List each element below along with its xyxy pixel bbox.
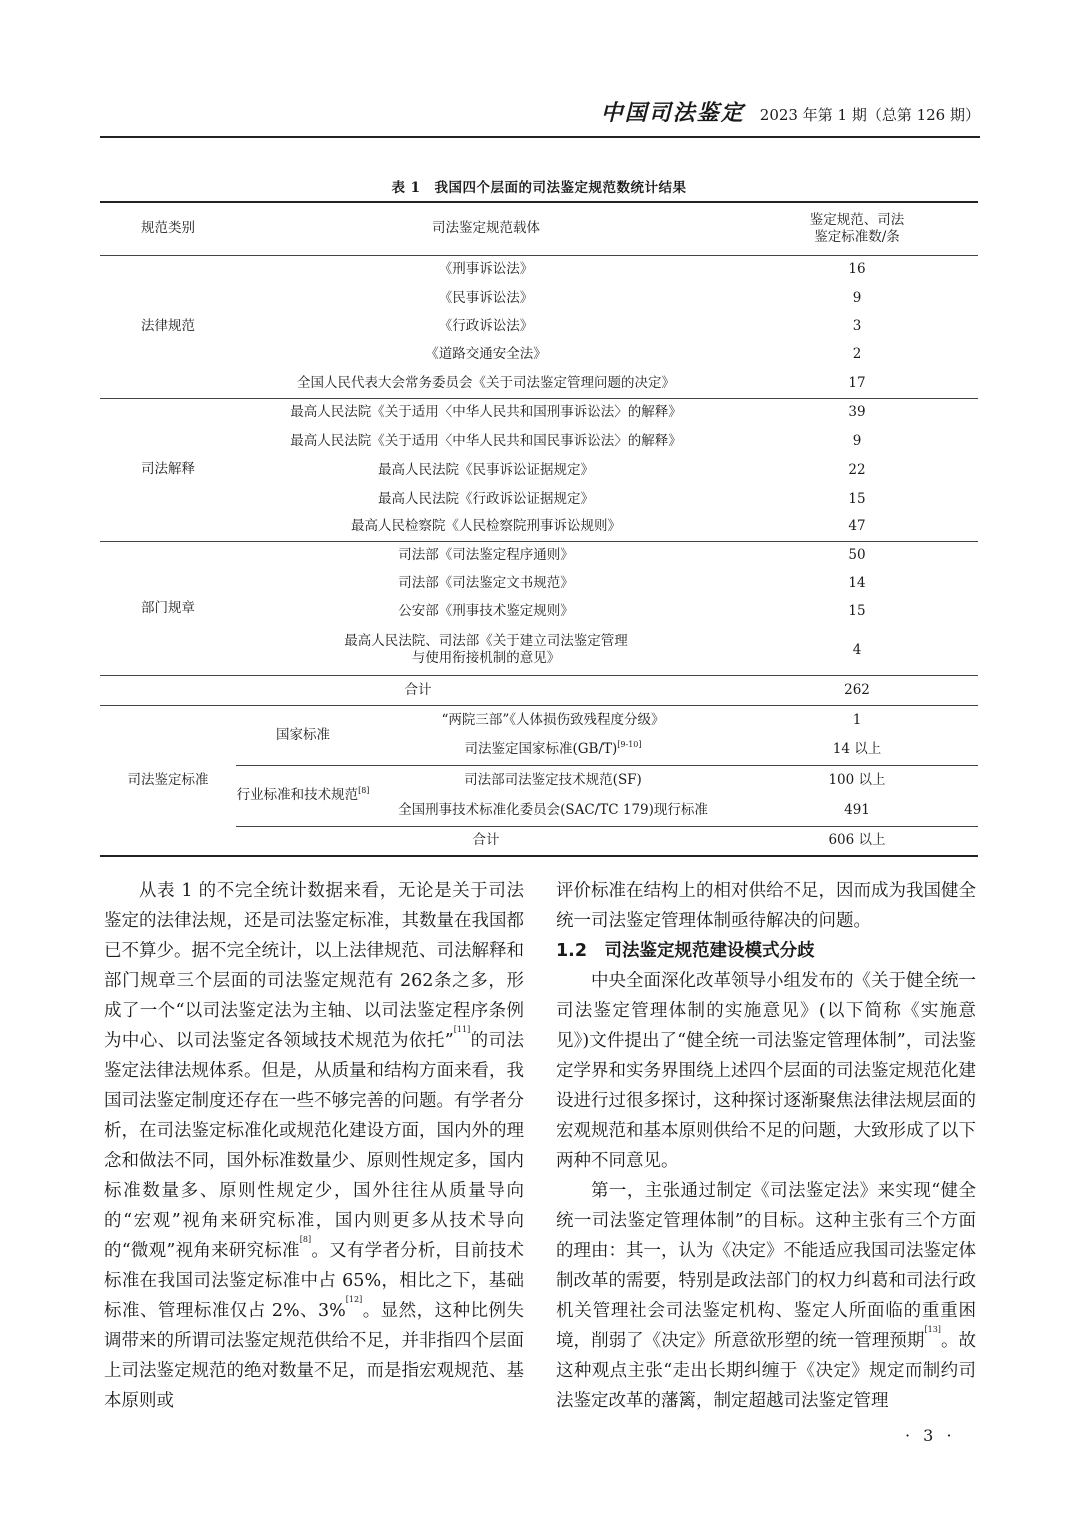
count-cell: 39 [736,398,978,427]
carrier-cell: 司法鉴定国家标准(GB/T)[9-10] [464,740,642,758]
carrier-cell: 最高人民法院《行政诉讼证据规定》 [378,490,594,507]
category-cell: 部门规章 [100,541,236,675]
subcategory-national: 国家标准 [276,726,330,743]
header-category: 规范类别 [100,202,236,255]
subtotal-count: 262 [736,675,978,705]
category-cell: 司法解释 [100,398,236,541]
count-cell: 17 [848,374,866,391]
count-cell: 100 以上 [736,765,978,796]
carrier-cell: 公安部《刑事技术鉴定规则》 [398,603,574,619]
carrier-cell: 《行政诉讼法》 [438,317,534,334]
running-header [100,96,980,138]
subtotal-label: 合计 [100,675,736,705]
count-cell: 15 [848,490,866,507]
carrier-cell: 最高人民法院《民事诉讼证据规定》 [378,462,594,478]
count-cell: 1 [852,711,862,728]
count-cell: 9 [852,433,862,449]
paragraph: 第一，主张通过制定《司法鉴定法》来实现“健全统一司法鉴定管理体制”的目标。这种主张有三个方面的理由：其一，认为《决定》不能适应我国司法鉴定体制改革的需要，特别是政法部门的权力纠葛和司法行政机关管理社会司法鉴定机构、鉴定人所面临的重重困境，削弱了《决定》所意欲形塑的统一管理预期[13]。故这种观点主张“走出长期纠缠于《决定》规定而制约司法鉴定改革的藩篱，制定超越司法鉴定管理 [556,1181,976,1411]
citation-ref: [13] [924,1325,941,1334]
table-caption: 表 1 我国四个层面的司法鉴定规范数统计结果 [391,180,687,196]
paragraph: 中央全面深化改革领导小组发布的《关于健全统一司法鉴定管理体制的实施意见》(以下简称《实施意见》)文件提出了“健全统一司法鉴定管理体制”，司法鉴定学界和实务界围绕上述四个层面的司法鉴定规范化建设进行过很多探讨，这种探讨逐渐聚焦法律法规层面的宏观规范和基本原则供给不足的问题，大致形成了以下两种不同意见。 [556,971,976,1171]
issue-info: 2023 年第 1 期（总第 126 期） [759,106,980,124]
count-cell: 22 [848,462,866,478]
carrier-cell: 《道路交通安全法》 [425,346,547,362]
subtotal-row [100,675,978,705]
right-column [556,876,976,1416]
carrier-cell: 最高人民法院、司法部《关于建立司法鉴定管理 与使用衔接机制的意见》 [344,633,628,667]
count-cell: 3 [852,317,862,334]
citation-ref: [11] [453,1025,471,1034]
paragraph: 评价标准在结构上的相对供给不足，因而成为我国健全统一司法鉴定管理体制亟待解决的问题。 [556,881,976,931]
citation-ref: [8] [299,1235,312,1244]
carrier-cell: 最高人民法院《关于适用〈中华人民共和国刑事诉讼法〉的解释》 [236,398,736,427]
count-cell: 14 [848,574,866,591]
category-cell: 法律规范 [141,318,195,334]
carrier-cell: 全国刑事技术标准化委员会(SAC/TC 179)现行标准 [398,802,708,819]
count-cell: 4 [852,641,862,658]
journal-title: 中国司法鉴定 [600,100,745,126]
subcategory-industry: 行业标准和技术规范[8] [236,765,370,826]
total-label: 合计 [236,826,736,856]
table-row [100,255,978,284]
count-cell: 2 [852,346,862,362]
count-cell: 16 [848,261,866,278]
citation-ref: [8] [358,786,370,795]
carrier-cell: 全国人民代表大会常务委员会《关于司法鉴定管理问题的决定》 [297,374,675,391]
table-header-row [100,202,978,255]
total-count: 606 以上 [736,826,978,856]
carrier-cell: 司法部《司法鉴定程序通则》 [236,541,736,569]
carrier-cell: “两院三部”《人体损伤致残程度分级》 [441,711,665,728]
left-column [104,876,524,1416]
page-number: · 3 · [905,1426,956,1445]
carrier-cell: 司法部司法鉴定技术规范(SF) [370,765,736,796]
carrier-cell: 司法部《司法鉴定文书规范》 [398,574,574,591]
citation-ref: [9-10] [617,740,642,750]
header-count: 鉴定规范、司法 鉴定标准数/条 [736,202,978,255]
citation-ref: [12] [345,1295,363,1304]
statistics-table [100,201,978,857]
count-cell: 47 [848,518,866,535]
table-row [100,705,978,735]
table-row [100,398,978,427]
carrier-cell: 最高人民法院《关于适用〈中华人民共和国民事诉讼法〉的解释》 [290,433,682,449]
carrier-cell: 《刑事诉讼法》 [438,261,534,278]
count-cell: 50 [736,541,978,569]
table-row [100,541,978,569]
count-cell: 14 以上 [832,741,882,758]
carrier-cell: 《民事诉讼法》 [438,289,534,306]
paragraph: 从表 1 的不完全统计数据来看，无论是关于司法鉴定的法律法规，还是司法鉴定标准，其数量在我国都已不算少。据不完全统计，以上法律规范、司法解释和部门规章三个层面的司法鉴定规范有 262条之多，形成了一个“以司法鉴定法为主轴、以司法鉴定程序条例为中心、以司法鉴定各领域技术规范为依托”[11]的司法鉴定法律法规体系。但是，从质量和结构方面来看，我国司法鉴定制度还存在一些不够完善的问题。有学者分析，在司法鉴定标准化或规范化建设方面，国内外的理念和做法不同，国外标准数量少、原则性规定多，国内标准数量多、原则性规定少，国外往往从质量导向的“宏观”视角来研究标准，国内则更多从技术导向的“微观”视角来研究标准[8]。又有学者分析，目前技术标准在我国司法鉴定标准中占 65%，相比之下，基础标准、管理标准仅占 2%、3%[12]。显然，这种比例失调带来的所谓司法鉴定规范供给不足，并非指四个层面上司法鉴定规范的绝对数量不足，而是指宏观规范、基本原则或 [104,881,524,1411]
header-carrier: 司法鉴定规范载体 [236,202,736,255]
carrier-cell: 最高人民检察院《人民检察院刑事诉讼规则》 [351,518,621,535]
count-cell: 15 [848,603,866,619]
category-cell: 司法鉴定标准 [127,771,209,788]
count-cell: 491 [844,802,870,819]
section-heading: 1.2 司法鉴定规范建设模式分歧 [556,941,815,961]
count-cell: 9 [852,289,862,306]
